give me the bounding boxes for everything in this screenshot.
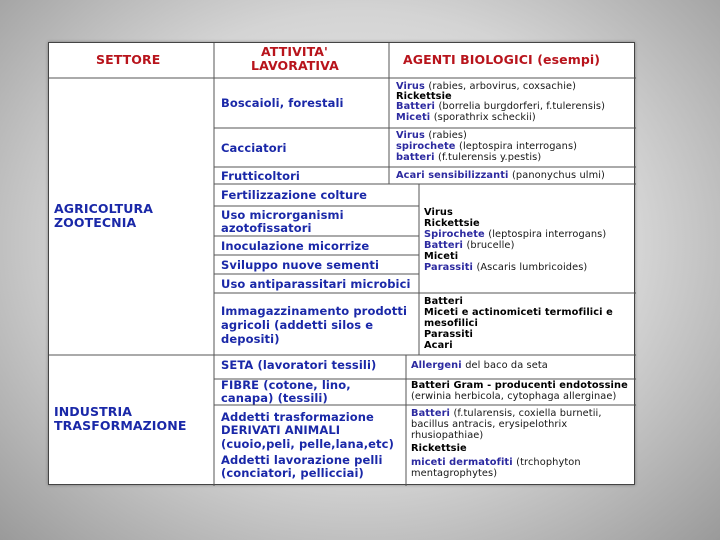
agents-cacciatori-spirochete: spirochete (leptospira interrogans)	[396, 141, 578, 152]
activity-inoculazione: Inoculazione micorrize	[221, 239, 370, 253]
header-agenti: AGENTI BIOLOGICI (esempi)	[403, 52, 601, 67]
activity-cacciatori: Cacciatori	[221, 141, 287, 155]
activity-immagazzinamento-line2: agricoli (addetti silos e	[221, 318, 374, 332]
activity-fibre-line1: FIBRE (cotone, lino,	[221, 378, 351, 392]
agents-group-miceti: Miceti	[424, 251, 459, 262]
agents-group-virus: Virus	[424, 207, 453, 218]
activity-seta: SETA (lavoratori tessili)	[221, 358, 377, 372]
activity-derivati-line4: Addetti lavorazione pelli	[221, 453, 383, 467]
agents-group-parassiti: Parassiti (Ascaris lumbricoides)	[424, 262, 588, 273]
activity-immagazzinamento-line1: Immagazzinamento prodotti	[221, 304, 408, 318]
agents-immagazzinamento-batteri: Batteri	[424, 296, 463, 307]
agents-derivati-line2: bacillus antracis, erysipelothrix	[411, 419, 568, 430]
activity-microrganismi-line1: Uso microrganismi	[221, 208, 344, 222]
classification-table	[48, 42, 635, 485]
agents-fibre-line1: Batteri Gram - producenti endotossine	[411, 380, 628, 391]
agents-derivati-miceti: miceti dermatofiti (trchophyton	[411, 457, 581, 468]
agents-seta-allergeni: Allergeni del baco da seta	[411, 360, 548, 371]
agents-derivati-batteri: Batteri (f.tularensis, coxiella burnetii,	[411, 408, 602, 419]
activity-microrganismi-line2: azotofissatori	[221, 221, 312, 235]
agents-cacciatori-batteri: batteri (f.tulerensis y.pestis)	[396, 152, 542, 163]
agents-boscaioli-virus: Virus (rabies, arbovirus, coxsachie)	[396, 81, 577, 92]
sector-industria-line2: TRASFORMAZIONE	[54, 418, 187, 433]
agents-group-rickettsie: Rickettsie	[424, 218, 480, 229]
sector-industria-line1: INDUSTRIA	[54, 404, 133, 419]
agents-derivati-line3: rhusiopathiae)	[411, 430, 484, 441]
agents-immagazzinamento-miceti-line1: Miceti e actinomiceti termofilici e	[424, 307, 613, 318]
activity-boscaioli: Boscaioli, forestali	[221, 96, 344, 110]
activity-derivati-line1: Addetti trasformazione	[221, 410, 374, 424]
agents-group-batteri: Batteri (brucelle)	[424, 240, 515, 251]
sector-agricoltura-line2: ZOOTECNIA	[54, 215, 137, 230]
activity-derivati-line2: DERIVATI ANIMALI	[221, 423, 341, 437]
agents-immagazzinamento-acari: Acari	[424, 340, 453, 351]
agents-boscaioli-batteri: Batteri (borrelia burgdorferi, f.tulerensis)	[396, 101, 606, 112]
agents-fibre-line2: (erwinia herbicola, cytophaga allerginae)	[411, 391, 617, 402]
activity-sviluppo: Sviluppo nuove sementi	[221, 258, 380, 272]
agents-immagazzinamento-parassiti: Parassiti	[424, 329, 473, 340]
activity-fibre-line2: canapa) (tessili)	[221, 391, 328, 405]
activity-derivati-line3: (cuoio,peli, pelle,lana,etc)	[221, 437, 394, 451]
activity-frutticoltori: Frutticoltori	[221, 169, 300, 183]
activity-fertilizzazione: Fertilizzazione colture	[221, 188, 367, 202]
agents-derivati-line6: mentagrophytes)	[411, 468, 498, 479]
agents-cacciatori-virus: Virus (rabies)	[396, 130, 467, 141]
activity-antiparassitari: Uso antiparassitari microbici	[221, 277, 411, 291]
header-attivita-line1: ATTIVITA'	[261, 44, 328, 59]
activity-immagazzinamento-line3: depositi)	[221, 332, 280, 346]
agents-group-spirochete: Spirochete (leptospira interrogans)	[424, 229, 607, 240]
agents-boscaioli-rickettsie: Rickettsie	[396, 91, 452, 102]
agents-boscaioli-miceti: Miceti (sporathrix scheckii)	[396, 112, 536, 123]
agents-frutticoltori-acari: Acari sensibilizzanti (panonychus ulmi)	[396, 170, 605, 181]
activity-derivati-line5: (conciatori, pellicciai)	[221, 466, 364, 480]
header-attivita-line2: LAVORATIVA	[251, 58, 339, 73]
agents-derivati-rickettsie: Rickettsie	[411, 443, 467, 454]
header-settore: SETTORE	[96, 52, 161, 67]
sector-agricoltura-line1: AGRICOLTURA	[54, 201, 153, 216]
agents-immagazzinamento-miceti-line2: mesofilici	[424, 318, 478, 329]
